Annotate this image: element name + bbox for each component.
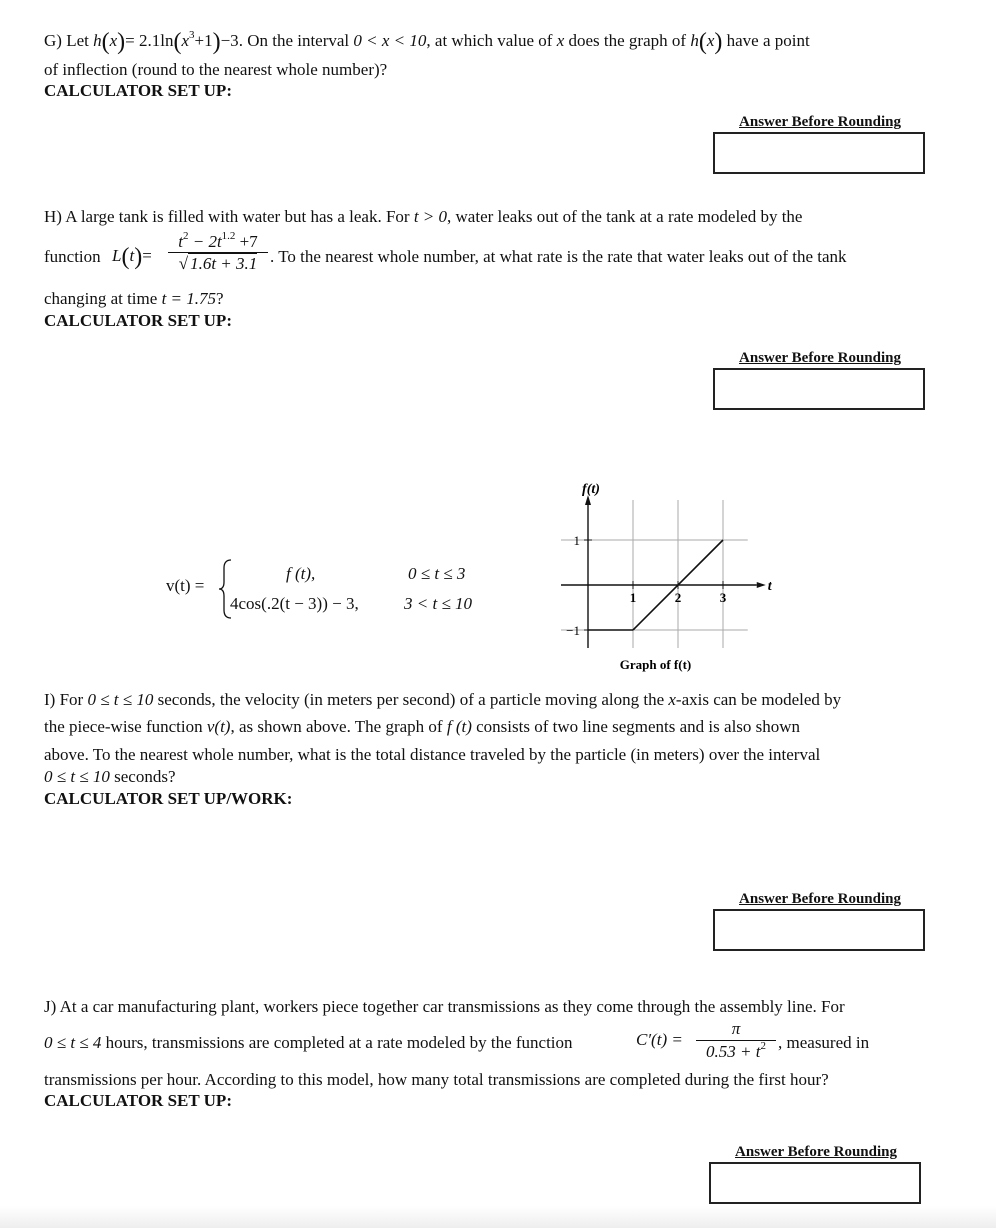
graph-title: Graph of f(t) [619, 657, 692, 672]
problem-g-h2: h [690, 31, 699, 50]
problem-g-interval: 0 < x < 10 [353, 31, 427, 50]
problem-i-line4 [44, 766, 176, 788]
problem-j-line2a: hours, transmissions are completed at a rate modeled by the function [105, 1033, 573, 1052]
problem-i-vt: v(t) [206, 717, 231, 736]
problem-j-cprime: C′(t) = [636, 1030, 683, 1049]
problem-h-fraction [168, 232, 268, 275]
problem-h-denominator: √ 1.6t + 3.1 [178, 254, 258, 273]
problem-g-h: h [93, 31, 102, 50]
y-tick-label-pos1: 1 [573, 533, 580, 548]
problem-i-line1a: I) For [44, 690, 84, 709]
x-tick-label-2: 2 [674, 590, 682, 605]
problem-h-L: L [112, 246, 122, 265]
problem-g-minus3: −3 [220, 31, 239, 50]
problem-h-answer-label: Answer Before Rounding [739, 350, 901, 366]
problem-h-num-exp1: 2 [182, 230, 189, 242]
problem-i-line1c: -axis can be modeled by [675, 690, 842, 709]
problem-h-time: t = 1.75 [161, 289, 217, 308]
problem-g-exponent: 3 [189, 29, 195, 41]
problem-g-interval-text: . On the interval [238, 31, 350, 50]
problem-i-case2-expr: 4cos(.2(t − 3)) − 3, [230, 594, 359, 613]
problem-i-setup-label: CALCULATOR SET UP/WORK: [44, 789, 293, 808]
problem-g-question-a: , at which value of [426, 31, 553, 50]
problem-h-setup-label: CALCULATOR SET UP: [44, 311, 232, 330]
problem-g-prefix: G) Let [44, 31, 89, 50]
x-tick-label-3: 3 [719, 590, 727, 605]
problem-h-L-of-t: L(t)= [112, 244, 152, 270]
problem-h-line1 [44, 206, 802, 228]
problem-j-line1: J) At a car manufacturing plant, workers piece together car transmissions as they come through the assembly line. For [44, 997, 845, 1016]
problem-i-ft: f (t) [446, 717, 472, 736]
problem-i-interval: 0 ≤ t ≤ 10 [87, 690, 154, 709]
problem-i-answer-label: Answer Before Rounding [739, 891, 901, 907]
problem-h-num-exp2: 1.2 [221, 230, 236, 242]
problem-i-line2a: the piece-wise function [44, 717, 203, 736]
graph-axes [561, 495, 766, 648]
problem-i-answer-box[interactable] [713, 909, 925, 951]
problem-h-line3 [44, 288, 224, 310]
problem-i-axis: x [668, 690, 676, 709]
graph-xlabel: t [767, 579, 772, 594]
problem-h-after-text: . To the nearest whole number, at what rate is the rate that water leaks out of the tank [270, 247, 847, 266]
problem-i-line1 [44, 689, 841, 711]
problem-h-num-end: +7 [235, 232, 258, 251]
problem-h-line1a: H) A large tank is filled with water but has a leak. For [44, 207, 410, 226]
problem-i-case1-expr: f (t), [286, 564, 316, 583]
problem-g-rhs: = 2.1ln [125, 31, 174, 50]
problem-h-line3b: ? [216, 289, 224, 308]
y-tick-label-neg1: −1 [566, 623, 580, 638]
x-tick-label-1: 1 [629, 590, 637, 605]
problem-j-fraction [696, 1018, 776, 1063]
problem-i-line2 [44, 716, 800, 738]
problem-h-function-word: function [44, 247, 101, 266]
problem-i-case1-cond: 0 ≤ t ≤ 3 [408, 564, 466, 583]
problem-i-line2b: , as shown above. The graph of [230, 717, 443, 736]
problem-h-line1b: , water leaks out of the tank at a rate modeled by the [447, 207, 803, 226]
problem-g-question-var: x [556, 31, 565, 50]
problem-i-line2c: consists of two line segments and is also shown [476, 717, 801, 736]
problem-h-answer-box[interactable] [713, 368, 925, 410]
problem-j-interval: 0 ≤ t ≤ 4 [44, 1033, 102, 1052]
problem-g-x2: x [706, 31, 715, 50]
problem-j-den-exp: 2 [760, 1040, 766, 1052]
page-bottom-edge [0, 1206, 996, 1228]
problem-h-numerator [168, 232, 268, 253]
f-graph [548, 475, 772, 680]
problem-h-num-t: t [178, 232, 183, 251]
problem-j-line2b: , measured in [778, 1033, 870, 1052]
problem-g-answer-label: Answer Before Rounding [739, 114, 901, 130]
problem-i-line4a: 0 ≤ t ≤ 10 [44, 767, 110, 786]
problem-g-question-c: have a point [726, 31, 810, 50]
problem-i-v-label: v(t) = [166, 576, 205, 595]
x-axis-arrow [757, 582, 766, 588]
problem-g-answer-box[interactable] [713, 132, 925, 174]
problem-g-x: x [109, 31, 118, 50]
problem-j-numerator: π [696, 1018, 776, 1041]
problem-i-line3: above. To the nearest whole number, what is the total distance traveled by the particle (in meters) over the interval [44, 745, 821, 764]
problem-g-question-b: does the graph of [568, 31, 687, 50]
problem-g-plus1: +1 [194, 31, 213, 50]
problem-j-setup-label: CALCULATOR SET UP: [44, 1091, 232, 1110]
problem-j-answer-box[interactable] [709, 1162, 921, 1204]
problem-g-x3: x [181, 31, 189, 50]
problem-i-case2-cond: 3 < t ≤ 10 [404, 594, 473, 613]
problem-g-setup-label: CALCULATOR SET UP: [44, 81, 232, 100]
problem-i-line4b: seconds? [114, 767, 176, 786]
problem-g-line2: of inflection (round to the nearest whole number)? [44, 60, 388, 79]
problem-j-line3: transmissions per hour. According to this model, how many total transmissions are completed during the first hour? [44, 1070, 829, 1089]
problem-j-line2-left [44, 1032, 573, 1054]
problem-h-num-mid: − 2t [188, 232, 222, 251]
problem-j-answer-label: Answer Before Rounding [735, 1144, 897, 1160]
problem-j-den-a: 0.53 + t [706, 1042, 761, 1061]
problem-h-den-text: 1.6t + 3.1 [190, 254, 258, 273]
problem-h-condition: t > 0 [413, 207, 448, 226]
problem-i-line1b: seconds, the velocity (in meters per second) of a particle moving along the [157, 690, 665, 709]
graph-ylabel: f(t) [582, 482, 600, 497]
graph-grid [561, 500, 748, 648]
problem-j-denominator [696, 1041, 776, 1063]
problem-h-t: t [129, 246, 135, 265]
problem-g-line1: G) Let $h(x)= 2.1\ln(x^3+1)-3$. On the interval 0 < x < 10, at which value of x does the graph of h(x) have a point [44, 29, 810, 55]
problem-h-line3a: changing at time [44, 289, 158, 308]
